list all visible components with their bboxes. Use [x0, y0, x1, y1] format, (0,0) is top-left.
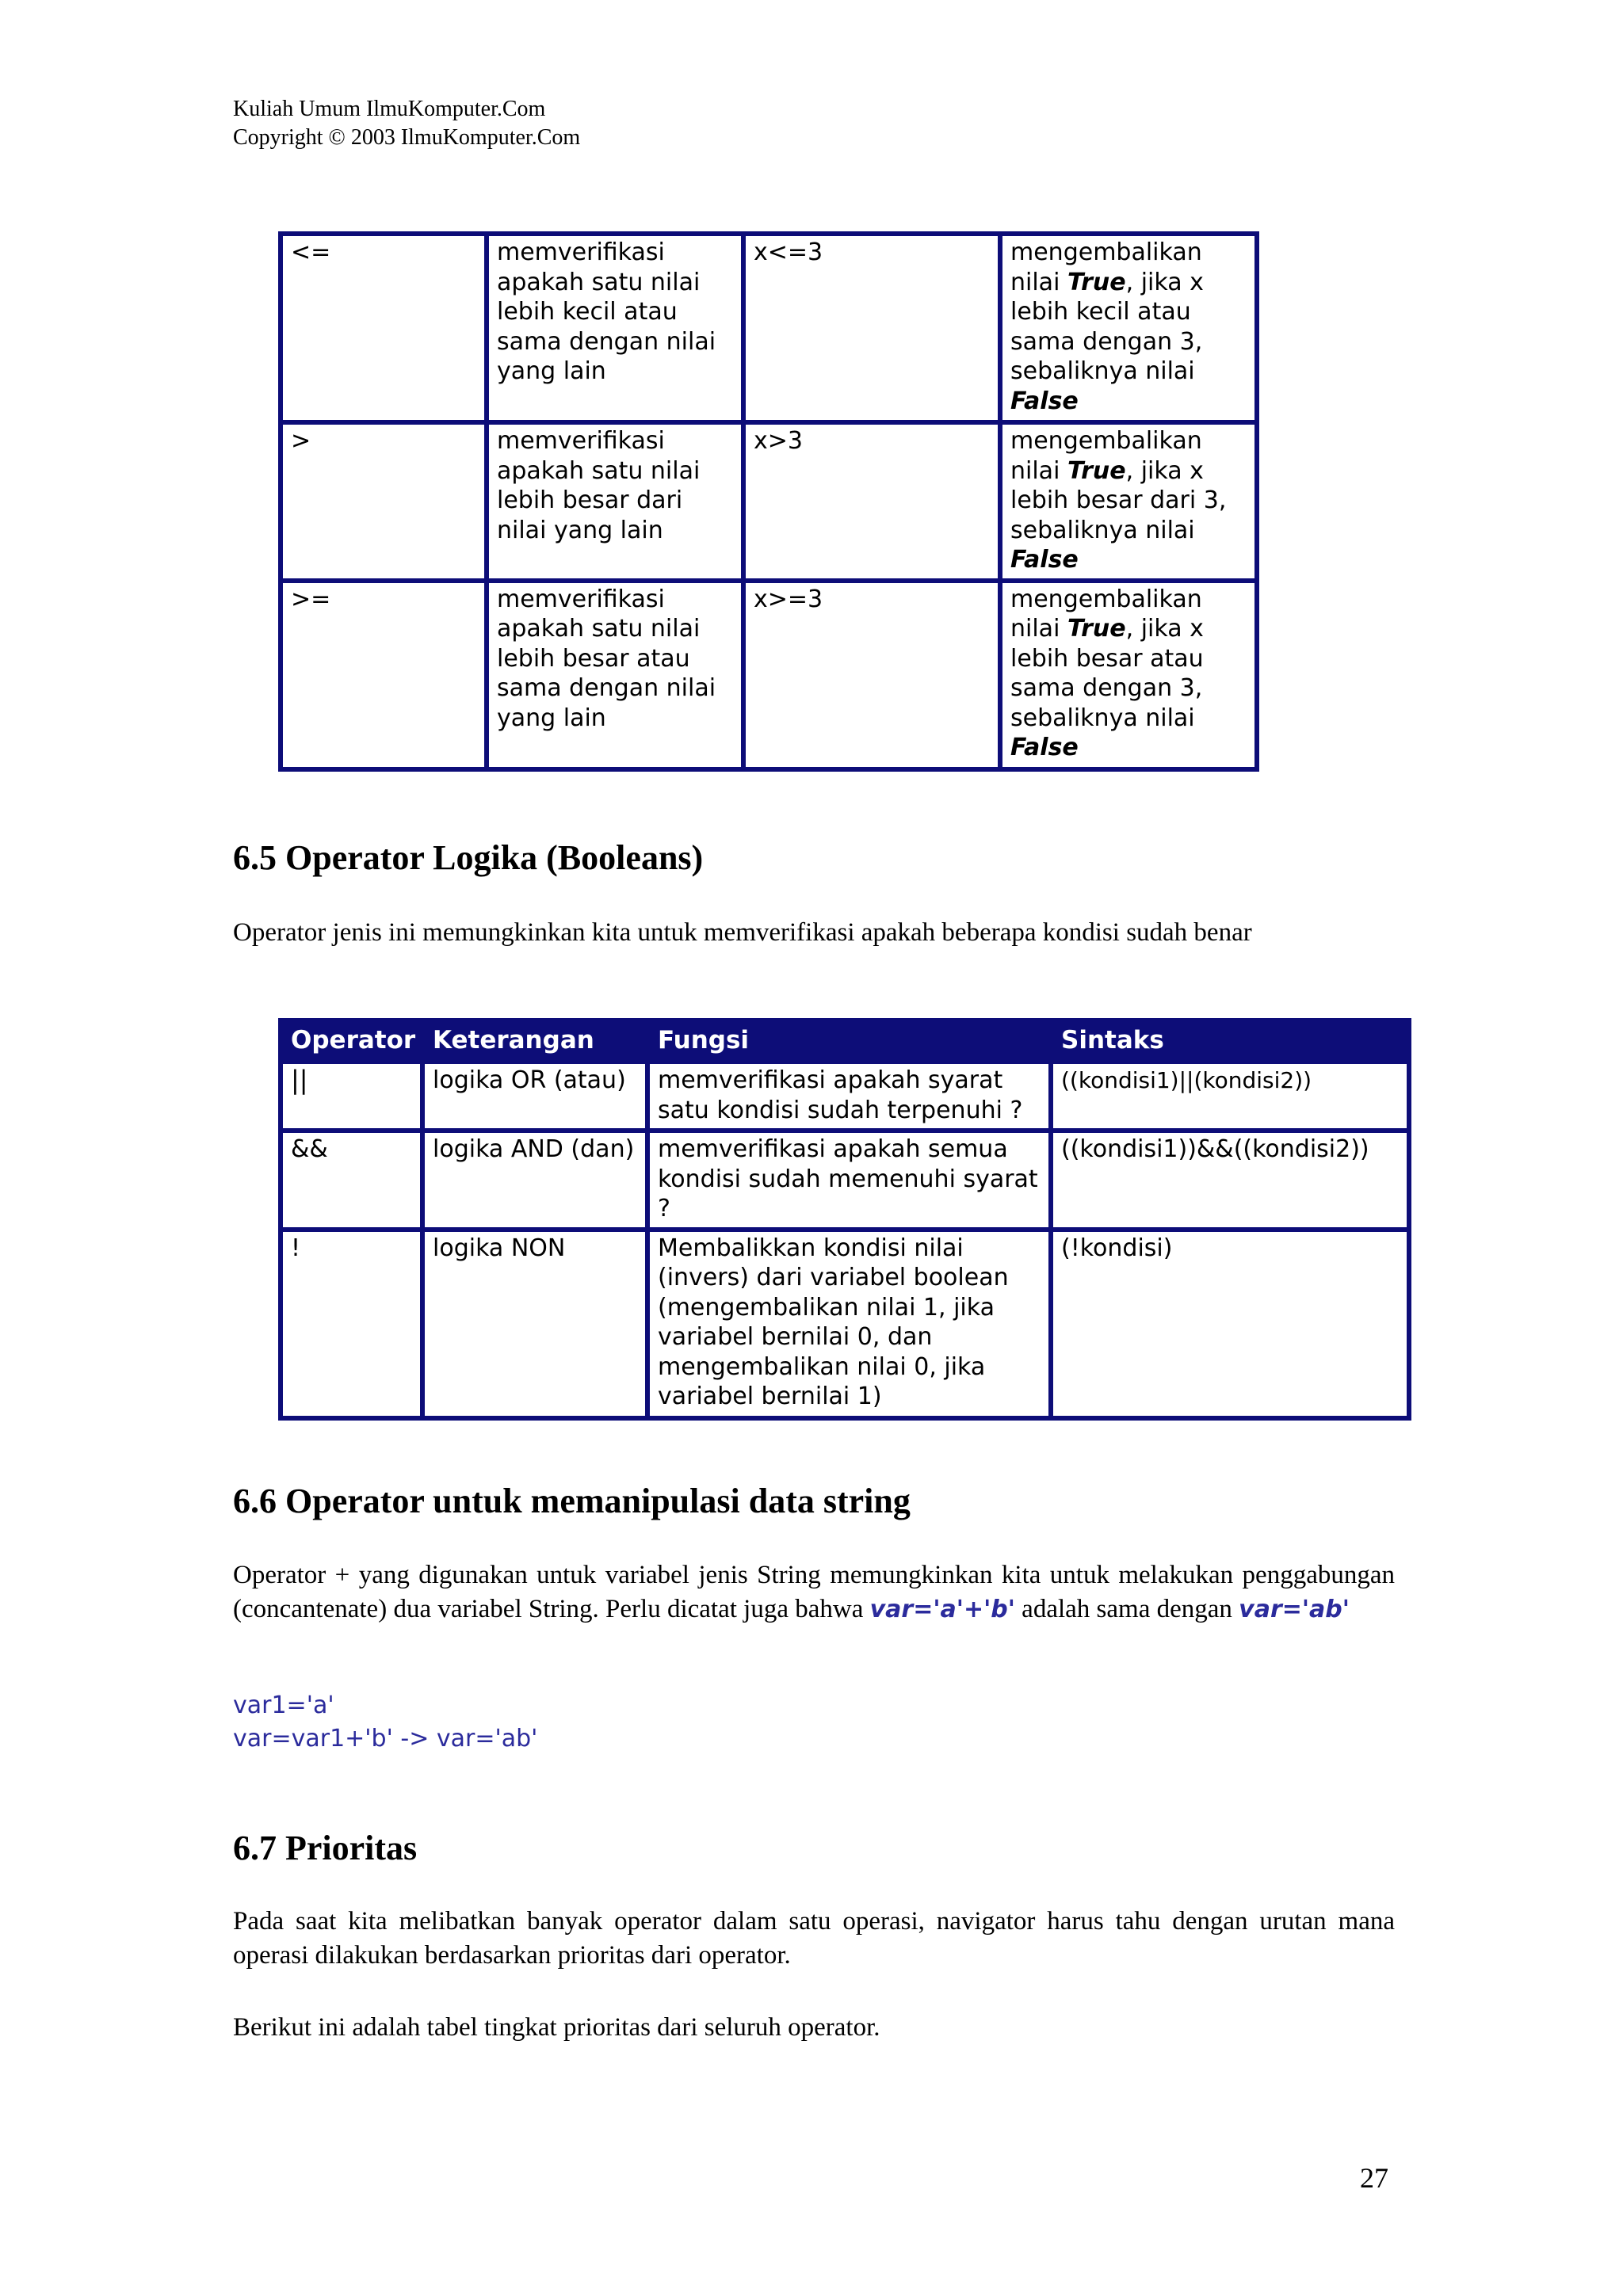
description-cell: logika NON	[422, 1230, 647, 1418]
false-keyword: False	[1010, 387, 1079, 415]
code-example	[233, 1689, 537, 1756]
table-row	[281, 234, 1257, 422]
operator-cell: <=	[281, 234, 487, 422]
column-header: Operator	[281, 1020, 422, 1062]
section-6-7-paragraph-1: Pada saat kita melibatkan banyak operator dalam satu operasi, navigator harus tahu dengan urutan mana operasi dilakukan berdasarkan prioritas dari operator.	[233, 1907, 1395, 1970]
table-header-row	[281, 1020, 1409, 1062]
section-title-6-6: 6.6 Operator untuk memanipulasi data string	[233, 1482, 911, 1520]
table-row	[281, 581, 1257, 769]
section-title-6-7: 6.7 Prioritas	[233, 1829, 418, 1867]
result-text: , jika x lebih besar atau sama dengan 3, sebaliknya nilai	[1010, 615, 1204, 732]
string-expression: var='ab'	[1239, 1596, 1350, 1623]
example-cell: x>=3	[743, 581, 1000, 769]
false-keyword: False	[1010, 546, 1079, 574]
operator-cell: ||	[281, 1062, 422, 1131]
operator-cell: >=	[281, 581, 487, 769]
false-keyword: False	[1010, 734, 1079, 761]
true-keyword: True	[1067, 456, 1126, 485]
table-row	[281, 1131, 1409, 1230]
result-text: , jika x lebih besar dari 3, sebaliknya nilai	[1010, 456, 1227, 544]
description-cell: memverifikasi apakah satu nilai lebih besar dari nilai yang lain	[487, 422, 743, 581]
table-row	[281, 1062, 1409, 1131]
result-cell	[1000, 581, 1257, 769]
header-line-1: Kuliah Umum IlmuKomputer.Com	[233, 97, 546, 121]
string-expression: var='a'+'b'	[869, 1596, 1015, 1623]
section-6-7-paragraph-2: Berikut ini adalah tabel tingkat prioritas dari seluruh operator.	[233, 2013, 880, 2042]
section-title-6-5: 6.5 Operator Logika (Booleans)	[233, 838, 704, 877]
operator-cell: !	[281, 1230, 422, 1418]
description-cell: logika OR (atau)	[422, 1062, 647, 1131]
column-header: Fungsi	[647, 1020, 1051, 1062]
comparison-operator-table	[278, 231, 1259, 772]
syntax-cell: ((kondisi1))&&((kondisi2))	[1051, 1131, 1409, 1230]
table-row	[281, 422, 1257, 581]
description-cell: memverifikasi apakah satu nilai lebih besar atau sama dengan nilai yang lain	[487, 581, 743, 769]
code-line: var=var1+'b' -> var='ab'	[233, 1725, 538, 1753]
column-header: Keterangan	[422, 1020, 647, 1062]
code-line: var1='a'	[233, 1691, 334, 1719]
syntax-cell: ((kondisi1)||(kondisi2))	[1051, 1062, 1409, 1131]
result-text: mengembalikan nilai	[1010, 585, 1202, 643]
description-cell: memverifikasi apakah satu nilai lebih kecil atau sama dengan nilai yang lain	[487, 234, 743, 422]
paragraph-text: Operator + yang digunakan untuk variabel jenis String memungkinkan kita untuk melakukan penggabungan (concantenate) dua variabel String. Perlu dicatat juga bahwa	[233, 1561, 1395, 1623]
result-text: mengembalikan nilai	[1010, 238, 1202, 296]
example-cell: x>3	[743, 422, 1000, 581]
section-6-5-intro: Operator jenis ini memungkinkan kita untuk memverifikasi apakah beberapa kondisi sudah benar	[233, 918, 1252, 947]
section-6-6-paragraph	[233, 1558, 1395, 1627]
function-cell: memverifikasi apakah semua kondisi sudah memenuhi syarat ?	[647, 1131, 1051, 1230]
result-text: , jika x lebih kecil atau sama dengan 3, sebaliknya nilai	[1010, 268, 1204, 385]
description-cell: logika AND (dan)	[422, 1131, 647, 1230]
true-keyword: True	[1067, 615, 1126, 643]
syntax-cell: (!kondisi)	[1051, 1230, 1409, 1418]
paragraph-text: adalah sama dengan	[1014, 1595, 1239, 1623]
function-cell: Membalikkan kondisi nilai (invers) dari variabel boolean (mengembalikan nilai 1, jika variabel bernilai 0, dan mengembalikan nilai 0, jika variabel bernilai 1)	[647, 1230, 1051, 1418]
function-cell: memverifikasi apakah syarat satu kondisi sudah terpenuhi ?	[647, 1062, 1051, 1131]
page-header	[233, 95, 580, 152]
result-cell	[1000, 422, 1257, 581]
operator-cell: &&	[281, 1131, 422, 1230]
header-line-2: Copyright © 2003 IlmuKomputer.Com	[233, 125, 581, 150]
true-keyword: True	[1067, 268, 1126, 296]
example-cell: x<=3	[743, 234, 1000, 422]
table-row	[281, 1230, 1409, 1418]
result-cell	[1000, 234, 1257, 422]
logic-operator-table	[278, 1018, 1411, 1421]
page-number: 27	[1360, 2162, 1388, 2194]
result-text: mengembalikan nilai	[1010, 427, 1202, 485]
operator-cell: >	[281, 422, 487, 581]
column-header: Sintaks	[1051, 1020, 1409, 1062]
